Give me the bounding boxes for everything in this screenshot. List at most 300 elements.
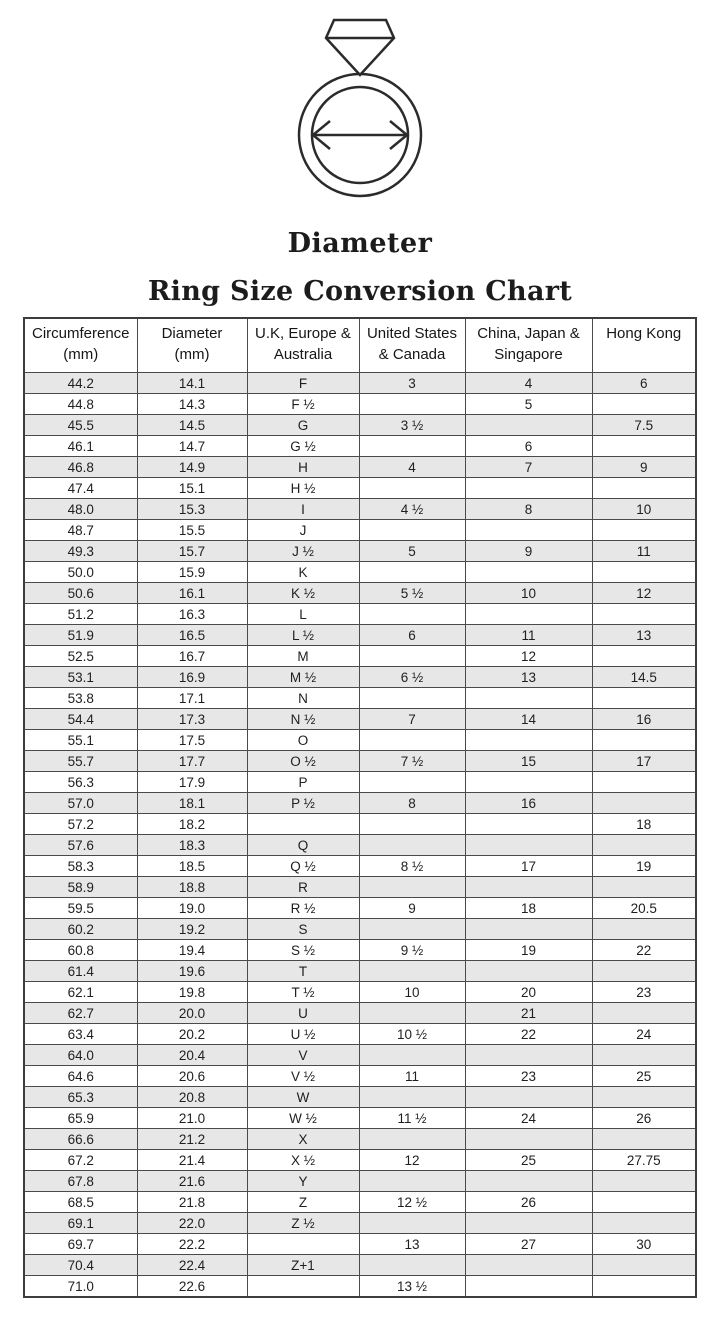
table-cell: 9 [465, 541, 592, 562]
table-cell [592, 394, 696, 415]
table-row [24, 1066, 696, 1087]
table-cell: 22 [465, 1024, 592, 1045]
table-cell: 10 ½ [359, 1024, 465, 1045]
table-cell: 18.8 [137, 877, 247, 898]
table-cell: 50.6 [24, 583, 137, 604]
table-cell: 17.5 [137, 730, 247, 751]
table-cell: 15.1 [137, 478, 247, 499]
table-cell: P [247, 772, 359, 793]
table-cell [592, 646, 696, 667]
table-cell: 48.7 [24, 520, 137, 541]
table-cell [592, 1129, 696, 1150]
table-cell: 57.6 [24, 835, 137, 856]
table-cell: U [247, 1003, 359, 1024]
table-row [24, 1234, 696, 1255]
column-header-5: Hong Kong [592, 318, 696, 373]
table-cell: 20.2 [137, 1024, 247, 1045]
table-cell: 3 ½ [359, 415, 465, 436]
table-cell [359, 646, 465, 667]
table-cell: 17 [465, 856, 592, 877]
table-cell: 24 [465, 1108, 592, 1129]
table-cell: 17.7 [137, 751, 247, 772]
table-cell: 20.4 [137, 1045, 247, 1066]
table-cell: 18.5 [137, 856, 247, 877]
table-cell: 22.6 [137, 1276, 247, 1298]
table-row [24, 415, 696, 436]
table-cell: H [247, 457, 359, 478]
table-cell: 19.6 [137, 961, 247, 982]
table-cell: 53.1 [24, 667, 137, 688]
table-cell: V ½ [247, 1066, 359, 1087]
table-cell [359, 520, 465, 541]
table-row [24, 940, 696, 961]
table-row [24, 730, 696, 751]
table-cell [592, 436, 696, 457]
table-cell: 14 [465, 709, 592, 730]
table-cell: Z [247, 1192, 359, 1213]
table-cell: F [247, 373, 359, 394]
table-cell: 21.0 [137, 1108, 247, 1129]
table-cell: 63.4 [24, 1024, 137, 1045]
table-cell [592, 604, 696, 625]
table-cell: 14.9 [137, 457, 247, 478]
table-cell [592, 1255, 696, 1276]
table-cell: 19 [592, 856, 696, 877]
table-cell: 64.0 [24, 1045, 137, 1066]
table-cell [465, 604, 592, 625]
table-cell: 21.8 [137, 1192, 247, 1213]
table-cell: 65.3 [24, 1087, 137, 1108]
table-cell: 56.3 [24, 772, 137, 793]
table-cell: 69.1 [24, 1213, 137, 1234]
table-cell: 67.2 [24, 1150, 137, 1171]
table-row [24, 520, 696, 541]
table-row [24, 1213, 696, 1234]
table-cell: L ½ [247, 625, 359, 646]
table-cell [465, 688, 592, 709]
table-cell: 46.1 [24, 436, 137, 457]
table-cell: 26 [465, 1192, 592, 1213]
table-cell [247, 814, 359, 835]
table-cell: 13 ½ [359, 1276, 465, 1298]
table-cell: 3 [359, 373, 465, 394]
table-cell: W ½ [247, 1108, 359, 1129]
table-cell: 10 [359, 982, 465, 1003]
table-row [24, 625, 696, 646]
table-cell: 21.6 [137, 1171, 247, 1192]
table-row [24, 394, 696, 415]
table-cell [592, 562, 696, 583]
table-row [24, 478, 696, 499]
table-cell [592, 835, 696, 856]
table-cell: H ½ [247, 478, 359, 499]
table-cell [592, 1192, 696, 1213]
table-cell: X [247, 1129, 359, 1150]
table-cell: 12 [465, 646, 592, 667]
table-row [24, 856, 696, 877]
table-cell: 16.1 [137, 583, 247, 604]
table-cell: 9 [592, 457, 696, 478]
table-row [24, 667, 696, 688]
table-cell: 25 [592, 1066, 696, 1087]
table-cell [465, 562, 592, 583]
table-cell: K ½ [247, 583, 359, 604]
table-cell [465, 961, 592, 982]
table-cell: 14.7 [137, 436, 247, 457]
table-cell: 8 ½ [359, 856, 465, 877]
column-header-2: U.K, Europe & Australia [247, 318, 359, 373]
table-cell: 17.3 [137, 709, 247, 730]
table-cell: 13 [359, 1234, 465, 1255]
table-cell: 5 ½ [359, 583, 465, 604]
table-cell: 7.5 [592, 415, 696, 436]
table-cell: G ½ [247, 436, 359, 457]
table-cell: R [247, 877, 359, 898]
table-cell [592, 1087, 696, 1108]
table-cell: W [247, 1087, 359, 1108]
table-cell: 20.8 [137, 1087, 247, 1108]
table-cell: 20.5 [592, 898, 696, 919]
table-cell: 4 ½ [359, 499, 465, 520]
table-cell: 8 [465, 499, 592, 520]
column-header-0: Circumference (mm) [24, 318, 137, 373]
table-cell: 22 [592, 940, 696, 961]
table-cell: 19.4 [137, 940, 247, 961]
table-cell: Q [247, 835, 359, 856]
table-row [24, 1171, 696, 1192]
table-cell: 65.9 [24, 1108, 137, 1129]
table-cell: 50.0 [24, 562, 137, 583]
table-row [24, 1192, 696, 1213]
table-row [24, 688, 696, 709]
table-cell [592, 520, 696, 541]
table-cell: 71.0 [24, 1276, 137, 1298]
table-body [24, 373, 696, 1298]
table-row [24, 793, 696, 814]
table-cell: 13 [592, 625, 696, 646]
table-row [24, 646, 696, 667]
table-row [24, 961, 696, 982]
column-header-3: United States & Canada [359, 318, 465, 373]
table-row [24, 604, 696, 625]
table-cell: 30 [592, 1234, 696, 1255]
table-row [24, 709, 696, 730]
table-cell [359, 877, 465, 898]
table-cell: 44.2 [24, 373, 137, 394]
table-cell: U ½ [247, 1024, 359, 1045]
column-header-4: China, Japan & Singapore [465, 318, 592, 373]
table-header [24, 318, 696, 373]
table-cell: O ½ [247, 751, 359, 772]
table-cell: 55.1 [24, 730, 137, 751]
table-cell [592, 919, 696, 940]
table-cell: 19 [465, 940, 592, 961]
table-row [24, 1087, 696, 1108]
table-cell [592, 1276, 696, 1298]
table-cell: 15.3 [137, 499, 247, 520]
table-cell [465, 835, 592, 856]
table-cell: 12 [359, 1150, 465, 1171]
table-cell [359, 1171, 465, 1192]
table-cell: S [247, 919, 359, 940]
table-cell: 68.5 [24, 1192, 137, 1213]
table-cell: 54.4 [24, 709, 137, 730]
table-cell: 14.3 [137, 394, 247, 415]
table-cell: 6 ½ [359, 667, 465, 688]
table-row [24, 898, 696, 919]
table-cell: 26 [592, 1108, 696, 1129]
table-cell: 20.0 [137, 1003, 247, 1024]
table-cell: 57.0 [24, 793, 137, 814]
table-cell: 7 ½ [359, 751, 465, 772]
table-cell: 60.2 [24, 919, 137, 940]
table-cell: 70.4 [24, 1255, 137, 1276]
table-cell: 62.1 [24, 982, 137, 1003]
table-cell: 5 [359, 541, 465, 562]
table-cell: 16.9 [137, 667, 247, 688]
table-row [24, 373, 696, 394]
table-row [24, 982, 696, 1003]
ring-diameter-icon [249, 14, 471, 206]
table-cell: 18.2 [137, 814, 247, 835]
table-cell [465, 1255, 592, 1276]
table-cell: 14.5 [137, 415, 247, 436]
table-cell [359, 436, 465, 457]
table-cell: 24 [592, 1024, 696, 1045]
table-row [24, 1024, 696, 1045]
table-cell: 11 [359, 1066, 465, 1087]
table-cell [359, 919, 465, 940]
table-row [24, 1108, 696, 1129]
table-cell: 46.8 [24, 457, 137, 478]
table-row [24, 583, 696, 604]
table-cell: 16 [592, 709, 696, 730]
table-cell [592, 961, 696, 982]
ring-diagram [0, 14, 720, 259]
table-cell: 59.5 [24, 898, 137, 919]
table-cell: V [247, 1045, 359, 1066]
table-cell: 10 [592, 499, 696, 520]
ring-size-conversion-table [23, 317, 697, 1298]
table-cell: 27.75 [592, 1150, 696, 1171]
table-cell: K [247, 562, 359, 583]
table-row [24, 1276, 696, 1298]
table-cell: J ½ [247, 541, 359, 562]
table-cell: 4 [465, 373, 592, 394]
table-cell: Y [247, 1171, 359, 1192]
table-cell: N [247, 688, 359, 709]
table-cell: 19.0 [137, 898, 247, 919]
table-cell: G [247, 415, 359, 436]
table-cell [592, 478, 696, 499]
table-cell: 16.3 [137, 604, 247, 625]
table-cell: 49.3 [24, 541, 137, 562]
table-cell: 51.9 [24, 625, 137, 646]
table-cell [359, 1255, 465, 1276]
table-cell: 12 ½ [359, 1192, 465, 1213]
table-row [24, 1255, 696, 1276]
table-cell [359, 772, 465, 793]
table-cell: 45.5 [24, 415, 137, 436]
table-cell [359, 1129, 465, 1150]
table-cell: 13 [465, 667, 592, 688]
table-cell: 20.6 [137, 1066, 247, 1087]
table-cell [359, 1003, 465, 1024]
table-cell: 16.7 [137, 646, 247, 667]
table-cell: 18.1 [137, 793, 247, 814]
table-cell [359, 478, 465, 499]
table-cell: 21.2 [137, 1129, 247, 1150]
diamond-icon [326, 20, 394, 75]
table-cell [465, 772, 592, 793]
table-cell: L [247, 604, 359, 625]
table-cell [592, 793, 696, 814]
table-cell: 18 [592, 814, 696, 835]
table-cell [465, 730, 592, 751]
table-cell: 22.0 [137, 1213, 247, 1234]
table-row [24, 772, 696, 793]
table-cell: 57.2 [24, 814, 137, 835]
table-cell: S ½ [247, 940, 359, 961]
table-cell: 18 [465, 898, 592, 919]
table-cell: 48.0 [24, 499, 137, 520]
table-cell [465, 478, 592, 499]
table-cell [465, 1045, 592, 1066]
table-cell: 17.9 [137, 772, 247, 793]
table-cell: 60.8 [24, 940, 137, 961]
table-row [24, 499, 696, 520]
table-cell [592, 1003, 696, 1024]
table-cell [592, 772, 696, 793]
table-cell [465, 1276, 592, 1298]
table-cell: M [247, 646, 359, 667]
table-cell: N ½ [247, 709, 359, 730]
table-cell: 23 [465, 1066, 592, 1087]
table-cell: T ½ [247, 982, 359, 1003]
table-cell: 23 [592, 982, 696, 1003]
table-cell: 53.8 [24, 688, 137, 709]
table-cell: P ½ [247, 793, 359, 814]
table-cell: 18.3 [137, 835, 247, 856]
table-row [24, 436, 696, 457]
table-cell: 16.5 [137, 625, 247, 646]
table-cell [247, 1234, 359, 1255]
table-cell [592, 1171, 696, 1192]
table-cell: 16 [465, 793, 592, 814]
table-cell [359, 394, 465, 415]
table-cell [465, 520, 592, 541]
table-cell: 7 [465, 457, 592, 478]
table-cell: 10 [465, 583, 592, 604]
table-cell: 15 [465, 751, 592, 772]
table-cell: T [247, 961, 359, 982]
table-cell: 8 [359, 793, 465, 814]
table-cell: 20 [465, 982, 592, 1003]
table-cell: 58.9 [24, 877, 137, 898]
table-cell [592, 688, 696, 709]
table-row [24, 541, 696, 562]
table-cell: 27 [465, 1234, 592, 1255]
table-cell: 44.8 [24, 394, 137, 415]
table-cell: 52.5 [24, 646, 137, 667]
table-cell: 19.2 [137, 919, 247, 940]
table-cell: 11 [465, 625, 592, 646]
column-header-1: Diameter (mm) [137, 318, 247, 373]
table-row [24, 814, 696, 835]
table-cell: 19.8 [137, 982, 247, 1003]
table-cell: X ½ [247, 1150, 359, 1171]
table-cell [465, 919, 592, 940]
table-cell: M ½ [247, 667, 359, 688]
table-cell: 21 [465, 1003, 592, 1024]
table-cell: 7 [359, 709, 465, 730]
table-cell [592, 1045, 696, 1066]
page-title: Ring Size Conversion Chart [147, 276, 573, 307]
table-cell: 61.4 [24, 961, 137, 982]
table-row [24, 1003, 696, 1024]
table-cell: 17.1 [137, 688, 247, 709]
table-cell: 51.2 [24, 604, 137, 625]
table-cell: 11 [592, 541, 696, 562]
table-cell: 15.9 [137, 562, 247, 583]
table-cell [359, 688, 465, 709]
table-cell: F ½ [247, 394, 359, 415]
table-cell: 22.4 [137, 1255, 247, 1276]
table-cell: 6 [359, 625, 465, 646]
table-cell: 15.7 [137, 541, 247, 562]
table-cell: 21.4 [137, 1150, 247, 1171]
table-cell [592, 877, 696, 898]
table-cell: Z ½ [247, 1213, 359, 1234]
table-cell [592, 730, 696, 751]
table-cell [359, 961, 465, 982]
table-cell [359, 835, 465, 856]
table-cell [465, 415, 592, 436]
table-cell [465, 814, 592, 835]
table-cell: 11 ½ [359, 1108, 465, 1129]
table-cell: 47.4 [24, 478, 137, 499]
table-cell: I [247, 499, 359, 520]
table-cell: 6 [465, 436, 592, 457]
table-cell [359, 1045, 465, 1066]
table-cell: 22.2 [137, 1234, 247, 1255]
table-cell: 25 [465, 1150, 592, 1171]
table-cell [465, 877, 592, 898]
diameter-label: Diameter [287, 228, 433, 259]
table-cell: 67.8 [24, 1171, 137, 1192]
table-row [24, 835, 696, 856]
table-cell [359, 1213, 465, 1234]
table-cell [592, 1213, 696, 1234]
table-cell: Z+1 [247, 1255, 359, 1276]
table-cell: 9 ½ [359, 940, 465, 961]
table-cell [247, 1276, 359, 1298]
table-row [24, 919, 696, 940]
table-row [24, 1129, 696, 1150]
table-cell: J [247, 520, 359, 541]
table-cell: 62.7 [24, 1003, 137, 1024]
table-cell: Q ½ [247, 856, 359, 877]
table-cell: 58.3 [24, 856, 137, 877]
table-cell: 15.5 [137, 520, 247, 541]
table-row [24, 1045, 696, 1066]
table-cell [359, 814, 465, 835]
table-cell: 6 [592, 373, 696, 394]
table-cell [359, 562, 465, 583]
table-cell: 14.5 [592, 667, 696, 688]
table-cell: 66.6 [24, 1129, 137, 1150]
table-cell: 4 [359, 457, 465, 478]
